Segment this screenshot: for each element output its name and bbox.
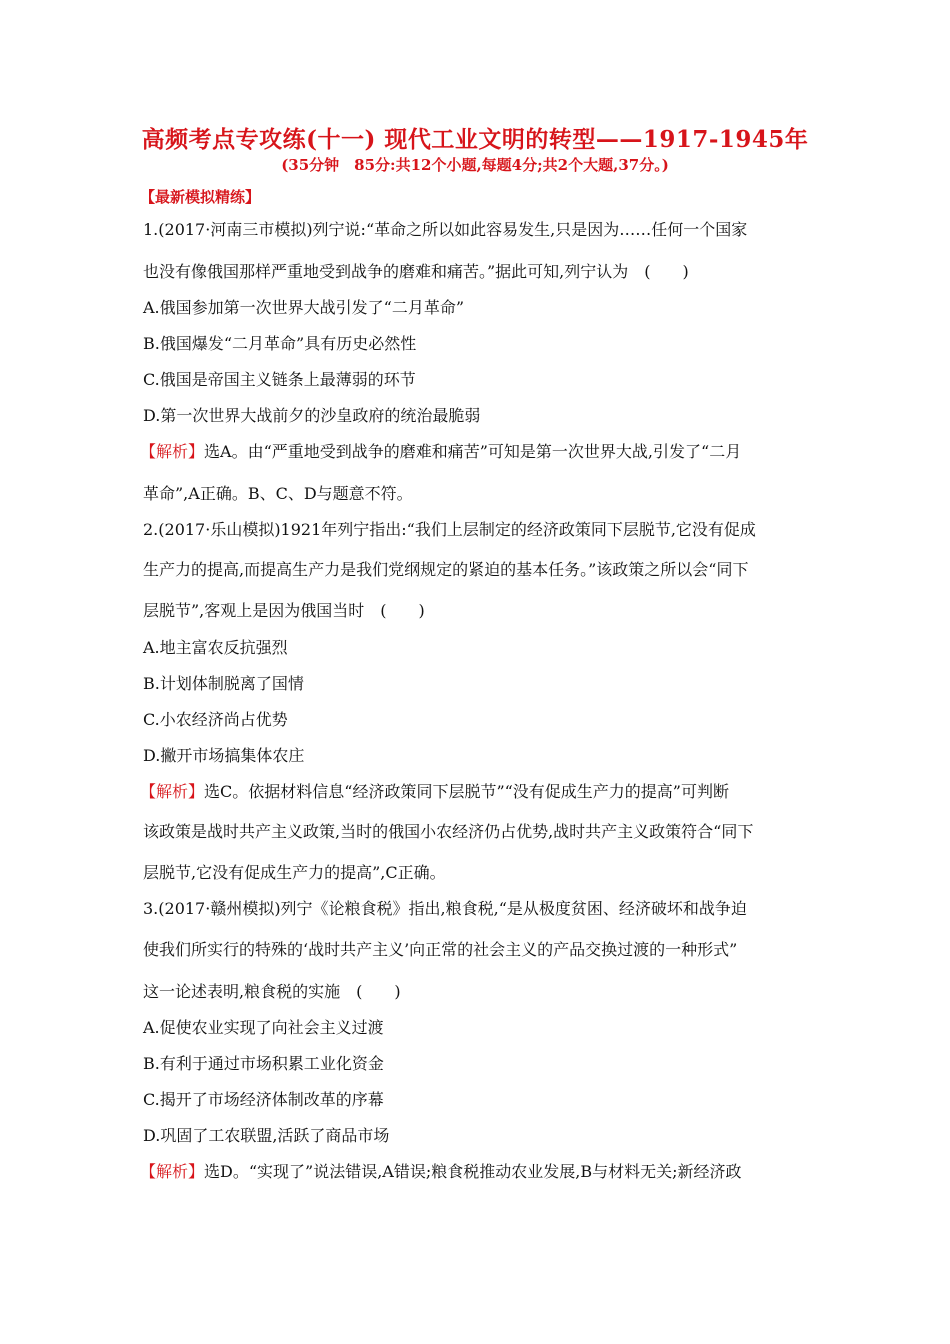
q2-analysis-line2: 该政策是战时共产主义政策,当时的俄国小农经济仍占优势,战时共产主义政策符合“同下 xyxy=(143,822,754,841)
q2-stem-line1: 2.(2017·乐山模拟)1921年列宁指出:“我们上层制定的经济政策同下层脱节,它没有促成 xyxy=(143,520,756,539)
q3-stem-line1: 3.(2017·赣州模拟)列宁《论粮食税》指出,粮食税,“是从极度贫困、经济破坏和战争迫 xyxy=(143,899,747,918)
analysis-tag: 【解析】 xyxy=(140,782,205,801)
q2-analysis-text1: 选C。依据材料信息“经济政策同下层脱节”“没有促成生产力的提高”可判断 xyxy=(204,782,729,801)
q3-option-a: A.促使农业实现了向社会主义过渡 xyxy=(143,1018,384,1037)
analysis-tag: 【解析】 xyxy=(140,1162,205,1181)
q2-analysis-line1 xyxy=(140,782,729,802)
page-subtitle: (35分钟 85分:共12个小题,每题4分;共2个大题,37分。) xyxy=(281,156,669,174)
q2-stem-line3: 层脱节”,客观上是因为俄国当时 ( ) xyxy=(143,601,425,620)
section-heading: 【最新模拟精练】 xyxy=(140,188,261,206)
q2-analysis-line3: 层脱节,它没有促成生产力的提高”,C正确。 xyxy=(143,863,446,882)
q2-option-a: A.地主富农反抗强烈 xyxy=(143,638,288,657)
q3-analysis-line1 xyxy=(140,1162,741,1182)
q2-option-c: C.小农经济尚占优势 xyxy=(143,710,288,729)
q3-option-b: B.有利于通过市场积累工业化资金 xyxy=(143,1054,384,1073)
page-title: 高频考点专攻练(十一) 现代工业文明的转型——1917-1945年 xyxy=(141,126,809,153)
q1-analysis-line1 xyxy=(140,442,741,462)
q3-analysis-text1: 选D。“实现了”说法错误,A错误;粮食税推动农业发展,B与材料无关;新经济政 xyxy=(204,1162,742,1181)
q1-stem-line1: 1.(2017·河南三市模拟)列宁说:“革命之所以如此容易发生,只是因为……任何一个国家 xyxy=(143,220,748,239)
q2-stem-line2: 生产力的提高,而提高生产力是我们党纲规定的紧迫的基本任务。”该政策之所以会“同下 xyxy=(143,560,749,579)
q1-option-d: D.第一次世界大战前夕的沙皇政府的统治最脆弱 xyxy=(143,406,481,425)
analysis-tag: 【解析】 xyxy=(140,442,205,461)
q1-option-a: A.俄国参加第一次世界大战引发了“二月革命” xyxy=(143,298,465,317)
q1-stem-line2: 也没有像俄国那样严重地受到战争的磨难和痛苦。”据此可知,列宁认为 ( ) xyxy=(143,262,689,281)
q3-stem-line2: 使我们所实行的特殊的‘战时共产主义’向正常的社会主义的产品交换过渡的一种形式” xyxy=(143,940,738,959)
q1-option-c: C.俄国是帝国主义链条上最薄弱的环节 xyxy=(143,370,416,389)
q2-option-b: B.计划体制脱离了国情 xyxy=(143,674,304,693)
q1-analysis-text1: 选A。由“严重地受到战争的磨难和痛苦”可知是第一次世界大战,引发了“二月 xyxy=(204,442,742,461)
q3-option-c: C.揭开了市场经济体制改革的序幕 xyxy=(143,1090,384,1109)
q1-option-b: B.俄国爆发“二月革命”具有历史必然性 xyxy=(143,334,417,353)
q3-stem-line3: 这一论述表明,粮食税的实施 ( ) xyxy=(143,982,401,1001)
q1-analysis-line2: 革命”,A正确。B、C、D与题意不符。 xyxy=(143,484,413,503)
q2-option-d: D.撇开市场搞集体农庄 xyxy=(143,746,305,765)
q3-option-d: D.巩固了工农联盟,活跃了商品市场 xyxy=(143,1126,390,1145)
